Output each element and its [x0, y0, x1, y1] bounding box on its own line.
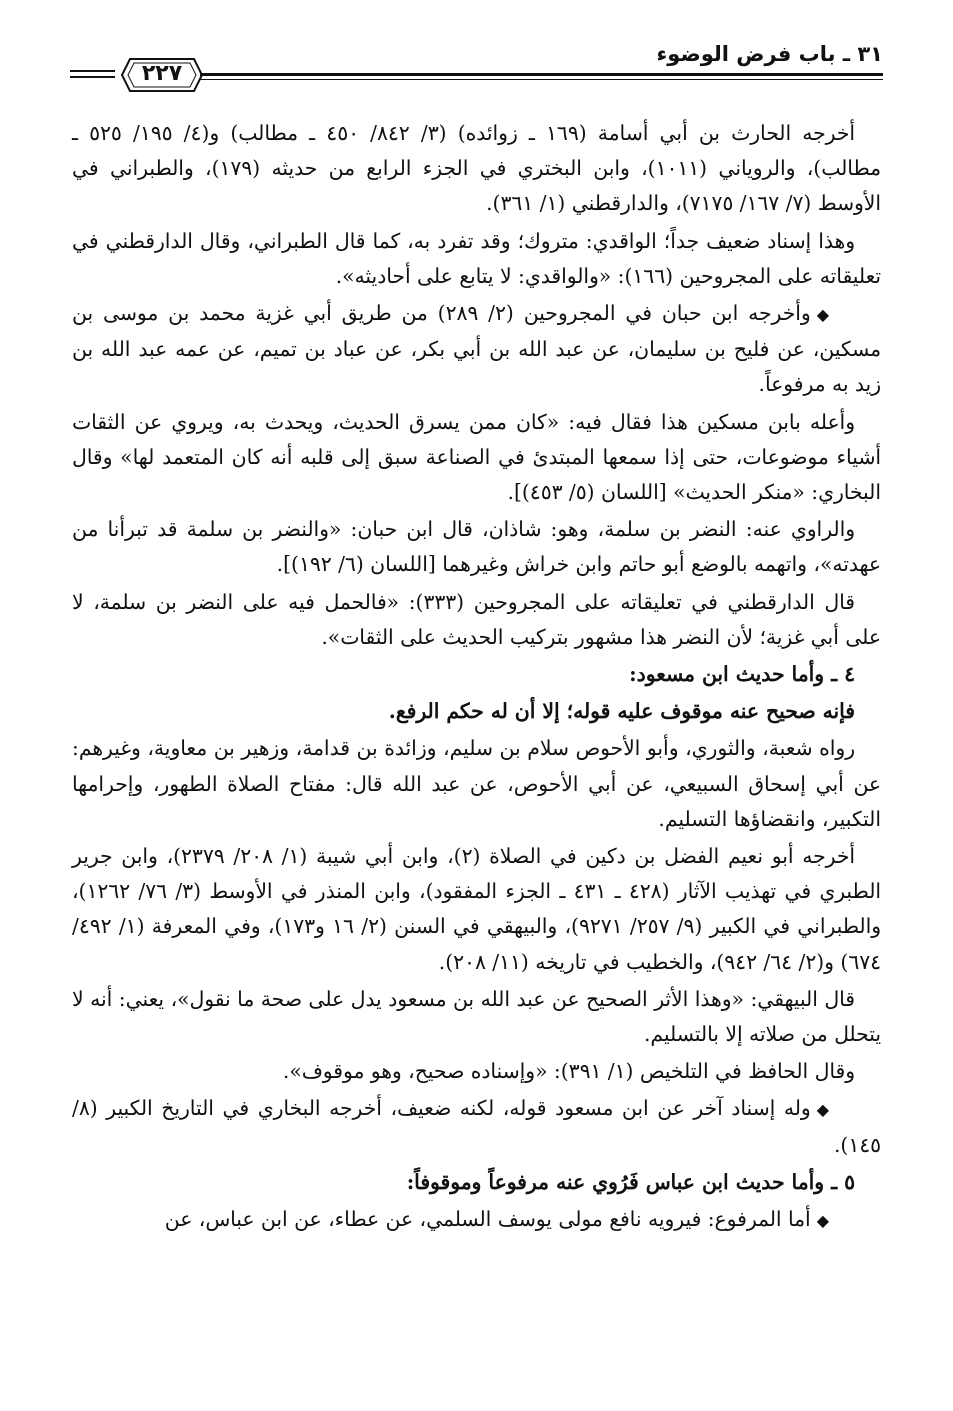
page-number-frame — [120, 57, 204, 93]
paragraph: قال الدارقطني في تعليقاته على المجروحين (٣٣٣): «فالحمل فيه على النضر بن سلمة، لا على أبي غزية؛ لأن النضر هذا مشهور بتركيب الحديث على الثقات». — [72, 589, 881, 649]
paragraph: رواه شعبة، والثوري، وأبو الأحوص سلام بن سليم، وزائدة بن قدامة، وزهير بن معاوية، وغيرهم: عن أبي إسحاق السبيعي، عن أبي الأحوص، عن عبد الله قال: مفتاح الصلاة الطهور، وإحرامها التكبير، وانقضاؤها التسليم. — [72, 736, 881, 831]
section-heading: ٥ ـ وأما حديث ابن عباس فَرُوي عنه مرفوعاً وموقوفاً: — [406, 1169, 855, 1194]
paragraph-text: وله إسناد آخر عن ابن مسعود قوله، لكنه ضعيف، أخرجه البخاري في التاريخ الكبير (٨/ ١٤٥). — [72, 1096, 881, 1157]
paragraph-text: وأخرجه ابن حبان في المجروحين (٢/ ٢٨٩) من طريق أبي غزية محمد بن موسى بن مسكين، عن فليح بن سليمان، عن عبد الله بن أبي بكر، عن عباد بن تميم، عن عمه عبد الله بن زيد به مرفوعاً. — [72, 301, 881, 397]
paragraph — [72, 296, 881, 403]
paragraph — [72, 1202, 881, 1238]
paragraph: وهذا إسناد ضعيف جداً؛ الواقدي: متروك؛ وقد تفرد به، كما قال الطبراني، وقال الدارقطني في تعليقاته على المجروحين (١٦٦): «والواقدي: لا يتابع على أحاديثه». — [72, 228, 881, 288]
header-rule — [200, 73, 883, 76]
bullet-icon: ◆ — [816, 1211, 829, 1231]
paragraph: وأعله بابن مسكين هذا فقال فيه: «كان ممن يسرق الحديث، ويحدث به، ويروي عن الثقات أشياء موضوعات، حتى إذا سمعها المبتدئ في الصناعة سبق إلى قلبه أنه كان المتعمد لها» وقال البخاري: «منكر الحديث» [اللسان (٥/ ٤٥٣)]. — [72, 409, 881, 505]
running-title: ٣١ ـ باب فرض الوضوء — [656, 42, 883, 66]
page-number: ٢٢٧ — [141, 61, 183, 86]
paragraph: قال البيهقي: «وهذا الأثر الصحيح عن عبد الله بن مسعود يدل على صحة ما نقول»، يعني: أنه لا يتحلل من صلاته إلا بالتسليم. — [72, 986, 881, 1047]
header-rule-thin — [200, 79, 883, 80]
paragraph: وقال الحافظ في التلخيص (١/ ٣٩١): «وإسناده صحيح، وهو موقوف». — [282, 1059, 855, 1084]
header-rule-left-lower — [70, 76, 115, 78]
bullet-icon: ◆ — [816, 1100, 829, 1120]
page-body — [72, 116, 881, 1238]
section-heading: ٤ ـ وأما حديث ابن مسعود: — [629, 662, 855, 687]
header-rule-left — [70, 70, 115, 72]
ruling-statement: فإنه صحيح عنه موقوف عليه قوله؛ إلا أن له حكم الرفع. — [388, 699, 855, 724]
paragraph — [72, 1091, 881, 1162]
paragraph: أخرجه أبو نعيم الفضل بن دكين في الصلاة (٢)، وابن أبي شيبة (١/ ٢٠٨/ ٢٣٧٩)، وابن جرير الطبري في تهذيب الآثار (٤٢٨ ـ ٤٣١ ـ الجزء المفقود)، وابن المنذر في الأوسط (٣/ ٧٦/ ١٢٦٢)، والطبراني في الكبير (٩/ ٢٥٧/ ٩٢٧١)، والبيهقي في السنن (٢/ ١٦ و١٧٣)، وفي المعرفة (١/ ٤٩٢/ ٦٧٤) و(٢/ ٦٤/ ٩٤٢)، والخطيب في تاريخه (١١/ ٢٠٨). — [72, 844, 882, 974]
paragraph-text: أما المرفوع: فيرويه نافع مولى يوسف السلمي، عن عطاء، عن ابن عباس، عن — [164, 1207, 811, 1232]
paragraph: والراوي عنه: النضر بن سلمة، وهو: شاذان، قال ابن حبان: «والنضر بن سلمة قد تبرأنا من عهدته»، واتهمه بالوضع أبو حاتم وابن خراش وغيرهما [اللسان (٦/ ١٩٢)]. — [72, 517, 881, 577]
bullet-icon: ◆ — [816, 305, 829, 325]
paragraph: أخرجه الحارث بن أبي أسامة (١٦٩ ـ زوائده) (٣/ ٨٤٢/ ٤٥٠ ـ مطالب) و(٤/ ١٩٥/ ٥٢٥ ـ مطالب)، والروياني (١٠١١)، وابن البختري في الجزء الرابع من حديثه (١٧٩)، والطبراني في الأوسط (٧/ ١٦٧/ ٧١٧٥)، والدارقطني (١/ ٣٦١). — [72, 121, 881, 216]
page-header — [70, 38, 883, 98]
